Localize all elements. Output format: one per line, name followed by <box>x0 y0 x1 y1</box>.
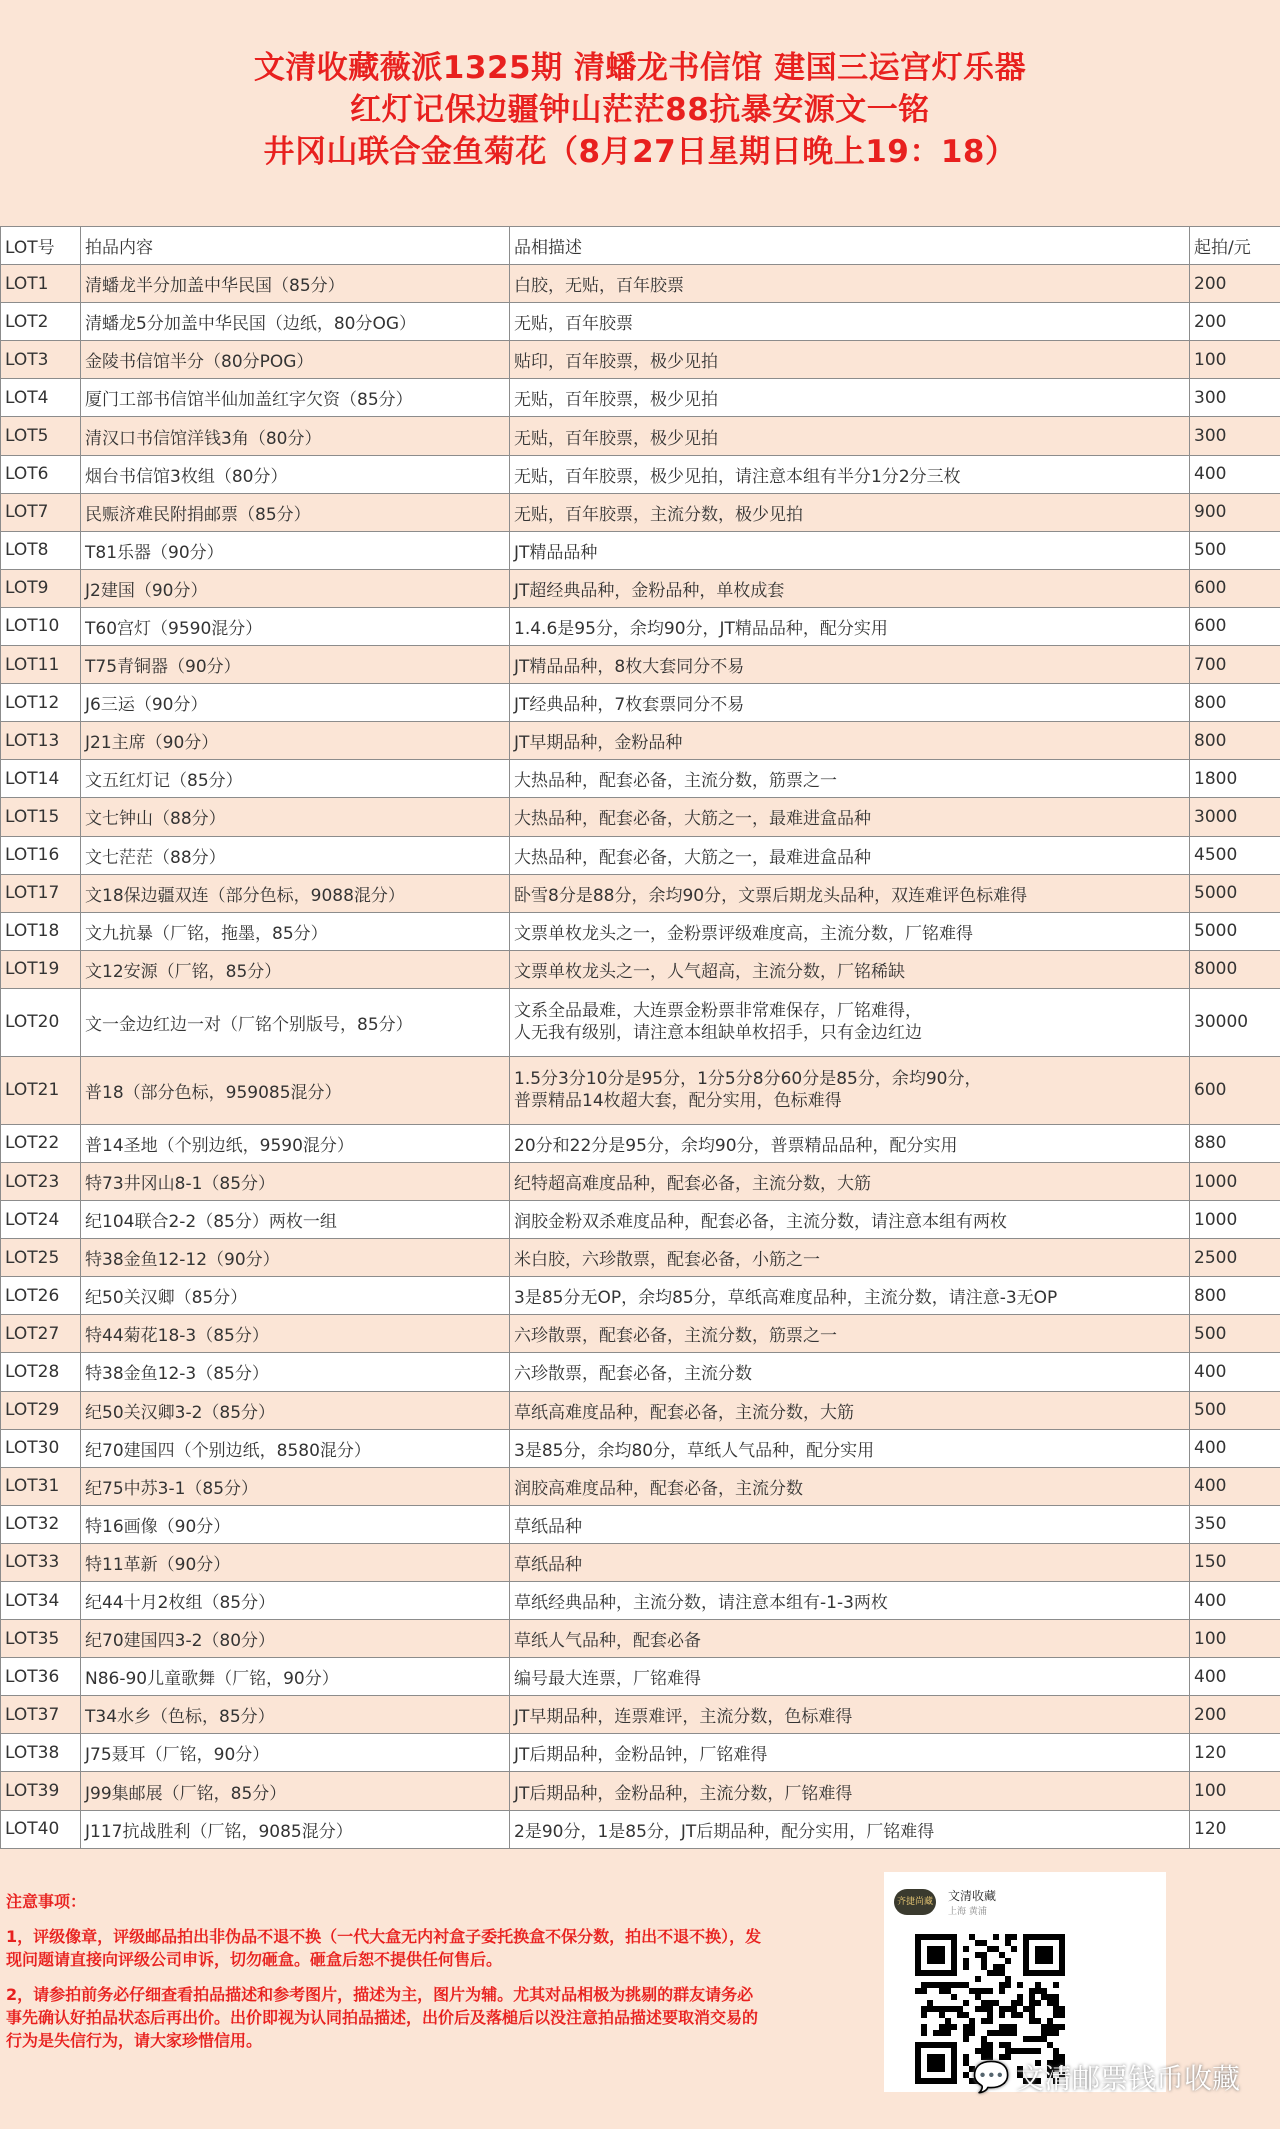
table-row <box>1 988 1280 1056</box>
table-row <box>1 607 1280 645</box>
lot-condition: 润胶金粉双杀难度品种，配套必备，主流分数，请注意本组有两枚 <box>510 1201 1190 1239</box>
table-row <box>1 1772 1280 1810</box>
lot-item: 纪44十月2枚组（85分） <box>81 1582 510 1620</box>
lot-condition: 润胶高难度品种，配套必备，主流分数 <box>510 1467 1190 1505</box>
table-row <box>1 836 1280 874</box>
table-row <box>1 1056 1280 1124</box>
table-row <box>1 1582 1280 1620</box>
lot-start-price: 600 <box>1190 1056 1280 1124</box>
lot-number: LOT16 <box>1 836 81 874</box>
lot-number: LOT39 <box>1 1772 81 1810</box>
lot-condition: JT后期品种，金粉品钟，厂铭难得 <box>510 1734 1190 1772</box>
lot-start-price: 1000 <box>1190 1162 1280 1200</box>
table-row <box>1 684 1280 722</box>
lot-condition: 卧雪8分是88分，余均90分，文票后期龙头品种，双连难评色标难得 <box>510 874 1190 912</box>
lot-item: 文九抗暴（厂铭，拖墨，85分） <box>81 912 510 950</box>
lot-number: LOT26 <box>1 1277 81 1315</box>
lot-start-price: 200 <box>1190 1696 1280 1734</box>
lot-start-price: 100 <box>1190 341 1280 379</box>
lot-item: 文五红灯记（85分） <box>81 760 510 798</box>
table-row <box>1 303 1280 341</box>
lot-start-price: 500 <box>1190 1315 1280 1353</box>
lot-start-price: 8000 <box>1190 950 1280 988</box>
lot-number: LOT27 <box>1 1315 81 1353</box>
account-location: 上海 黄浦 <box>948 1907 987 1917</box>
lot-item: 文12安源（厂铭，85分） <box>81 950 510 988</box>
lot-start-price: 400 <box>1190 1353 1280 1391</box>
lot-start-price: 300 <box>1190 379 1280 417</box>
lot-item: 特73井冈山8-1（85分） <box>81 1162 510 1200</box>
lot-number: LOT19 <box>1 950 81 988</box>
table-row <box>1 722 1280 760</box>
lot-item: J21主席（90分） <box>81 722 510 760</box>
lot-item: J75聂耳（厂铭，90分） <box>81 1734 510 1772</box>
lot-item: 清汉口书信馆洋钱3角（80分） <box>81 417 510 455</box>
lot-condition: 编号最大连票，厂铭难得 <box>510 1658 1190 1696</box>
lot-start-price: 1800 <box>1190 760 1280 798</box>
lot-start-price: 600 <box>1190 569 1280 607</box>
lot-item: 清蟠龙半分加盖中华民国（85分） <box>81 265 510 303</box>
lot-item: 纪70建国四3-2（80分） <box>81 1620 510 1658</box>
lot-table <box>0 226 1280 1849</box>
table-row <box>1 1734 1280 1772</box>
lot-number: LOT29 <box>1 1391 81 1429</box>
lot-number: LOT5 <box>1 417 81 455</box>
lot-number: LOT36 <box>1 1658 81 1696</box>
header-condition: 品相描述 <box>510 227 1190 265</box>
lot-start-price: 700 <box>1190 646 1280 684</box>
lot-item: 文18保边疆双连（部分色标，9088混分） <box>81 874 510 912</box>
lot-number: LOT40 <box>1 1810 81 1848</box>
note-item: 1，评级像章，评级邮品拍出非伪品不退不换（一代大盒无内衬盒子委托换盒不保分数，拍出不退不换），发现问题请直接向评级公司申诉，切勿砸盒。砸盒后恕不提供任何售后。 <box>6 1927 762 1969</box>
lot-item: 文七茫茫（88分） <box>81 836 510 874</box>
lot-condition: 草纸品种 <box>510 1543 1190 1581</box>
lot-condition: 无贴，百年胶票，极少见拍 <box>510 417 1190 455</box>
lot-start-price: 400 <box>1190 1429 1280 1467</box>
lot-condition: 大热品种，配套必备，大筋之一，最难进盒品种 <box>510 798 1190 836</box>
lot-condition: 纪特超高难度品种，配套必备，主流分数，大筋 <box>510 1162 1190 1200</box>
lot-number: LOT23 <box>1 1162 81 1200</box>
lot-item: 金陵书信馆半分（80分POG） <box>81 341 510 379</box>
lot-item: 特11革新（90分） <box>81 1543 510 1581</box>
lot-condition: 文票单枚龙头之一，人气超高，主流分数，厂铭稀缺 <box>510 950 1190 988</box>
lot-condition: 无贴，百年胶票，极少见拍，请注意本组有半分1分2分三枚 <box>510 455 1190 493</box>
lot-condition: JT超经典品种，金粉品种，单枚成套 <box>510 569 1190 607</box>
table-row <box>1 798 1280 836</box>
table-row <box>1 1124 1280 1162</box>
table-row <box>1 1201 1280 1239</box>
lot-item: N86-90儿童歌舞（厂铭，90分） <box>81 1658 510 1696</box>
table-row <box>1 1429 1280 1467</box>
lot-start-price: 600 <box>1190 607 1280 645</box>
watermark-text: 文清邮票钱币收藏 <box>1015 2062 1240 2095</box>
lot-item: J6三运（90分） <box>81 684 510 722</box>
table-row <box>1 569 1280 607</box>
title-line-2: 红灯记保边疆钟山茫茫88抗暴安源文一铭 <box>350 92 930 128</box>
lot-start-price: 120 <box>1190 1810 1280 1848</box>
lot-start-price: 500 <box>1190 1391 1280 1429</box>
lot-condition: 文系全品最难，大连票金粉票非常难保存，厂铭难得， 人无我有级别，请注意本组缺单枚招手，只有金边红边 <box>510 988 1190 1056</box>
lot-condition: 20分和22分是95分，余均90分，普票精品品种，配分实用 <box>510 1124 1190 1162</box>
lot-item: 厦门工部书信馆半仙加盖红字欠资（85分） <box>81 379 510 417</box>
lot-item: J99集邮展（厂铭，85分） <box>81 1772 510 1810</box>
lot-number: LOT2 <box>1 303 81 341</box>
table-row <box>1 1315 1280 1353</box>
lot-start-price: 1000 <box>1190 1201 1280 1239</box>
lot-condition: JT早期品种，连票难评，主流分数，色标难得 <box>510 1696 1190 1734</box>
table-row <box>1 379 1280 417</box>
lot-condition: 无贴，百年胶票 <box>510 303 1190 341</box>
lot-start-price: 200 <box>1190 303 1280 341</box>
lot-item: T81乐器（90分） <box>81 531 510 569</box>
title-line-3: 井冈山联合金鱼菊花（8月27日星期日晚上19：18） <box>263 134 1017 170</box>
lot-condition: 大热品种，配套必备，大筋之一，最难进盒品种 <box>510 836 1190 874</box>
lot-number: LOT33 <box>1 1543 81 1581</box>
table-row <box>1 493 1280 531</box>
lot-start-price: 150 <box>1190 1543 1280 1581</box>
lot-start-price: 400 <box>1190 1467 1280 1505</box>
lot-item: 纪50关汉卿（85分） <box>81 1277 510 1315</box>
table-row <box>1 531 1280 569</box>
lot-item: T34水乡（色标，85分） <box>81 1696 510 1734</box>
lot-item: 文一金边红边一对（厂铭个别版号，85分） <box>81 988 510 1056</box>
lot-number: LOT4 <box>1 379 81 417</box>
lot-condition: 草纸经典品种，主流分数，请注意本组有-1-3两枚 <box>510 1582 1190 1620</box>
watermark <box>973 2057 1240 2097</box>
lot-condition: 六珍散票，配套必备，主流分数，筋票之一 <box>510 1315 1190 1353</box>
table-row <box>1 760 1280 798</box>
lot-number: LOT22 <box>1 1124 81 1162</box>
table-row <box>1 1696 1280 1734</box>
lot-number: LOT10 <box>1 607 81 645</box>
lot-number: LOT3 <box>1 341 81 379</box>
lot-number: LOT12 <box>1 684 81 722</box>
lot-item: 纪70建国四（个别边纸，8580混分） <box>81 1429 510 1467</box>
lot-item: 民赈济难民附捐邮票（85分） <box>81 493 510 531</box>
lot-number: LOT17 <box>1 874 81 912</box>
lot-number: LOT30 <box>1 1429 81 1467</box>
lot-start-price: 500 <box>1190 531 1280 569</box>
lot-number: LOT37 <box>1 1696 81 1734</box>
lot-number: LOT14 <box>1 760 81 798</box>
lot-start-price: 100 <box>1190 1772 1280 1810</box>
lot-item: J2建国（90分） <box>81 569 510 607</box>
lot-item: 烟台书信馆3枚组（80分） <box>81 455 510 493</box>
lot-condition: JT精品品种，8枚大套同分不易 <box>510 646 1190 684</box>
lot-condition: 大热品种，配套必备，主流分数，筋票之一 <box>510 760 1190 798</box>
lot-number: LOT32 <box>1 1505 81 1543</box>
notes-heading: 注意事项： <box>6 1892 87 1911</box>
table-row <box>1 1391 1280 1429</box>
lot-condition: 2是90分，1是85分，JT后期品种，配分实用，厂铭难得 <box>510 1810 1190 1848</box>
table-row <box>1 1658 1280 1696</box>
lot-condition: 六珍散票，配套必备，主流分数 <box>510 1353 1190 1391</box>
lot-start-price: 400 <box>1190 1658 1280 1696</box>
lot-number: LOT18 <box>1 912 81 950</box>
lot-item: 普14圣地（个别边纸，9590混分） <box>81 1124 510 1162</box>
lot-item: J117抗战胜利（厂铭，9085混分） <box>81 1810 510 1848</box>
lot-number: LOT35 <box>1 1620 81 1658</box>
lot-number: LOT13 <box>1 722 81 760</box>
lot-condition: 贴印，百年胶票，极少见拍 <box>510 341 1190 379</box>
lot-number: LOT25 <box>1 1239 81 1277</box>
lot-start-price: 200 <box>1190 265 1280 303</box>
lot-number: LOT9 <box>1 569 81 607</box>
page-header <box>0 0 1280 220</box>
table-row <box>1 874 1280 912</box>
lot-start-price: 880 <box>1190 1124 1280 1162</box>
lot-item: T60宫灯（9590混分） <box>81 607 510 645</box>
table-row <box>1 341 1280 379</box>
lot-number: LOT20 <box>1 988 81 1056</box>
lot-condition: 1.4.6是95分，余均90分，JT精品品种，配分实用 <box>510 607 1190 645</box>
lot-start-price: 30000 <box>1190 988 1280 1056</box>
table-row <box>1 1353 1280 1391</box>
table-row <box>1 417 1280 455</box>
lot-item: 文七钟山（88分） <box>81 798 510 836</box>
lot-start-price: 300 <box>1190 417 1280 455</box>
lot-condition: 1.5分3分10分是95分，1分5分8分60分是85分，余均90分， 普票精品14枚超大套，配分实用，色标难得 <box>510 1056 1190 1124</box>
note-item: 2，请参拍前务必仔细查看拍品描述和参考图片，描述为主，图片为辅。尤其对品相极为挑剔的群友请务必事先确认好拍品状态后再出价。出价即视为认同拍品描述，出价后及落槌后以没注意拍品描述要取消交易的行为是失信行为，请大家珍惜信用。 <box>6 1985 759 2050</box>
lot-item: 特16画像（90分） <box>81 1505 510 1543</box>
lot-start-price: 400 <box>1190 1582 1280 1620</box>
table-row <box>1 1543 1280 1581</box>
lot-condition: 3是85分无OP，余均85分，草纸高难度品种，主流分数，请注意-3无OP <box>510 1277 1190 1315</box>
lot-condition: 文票单枚龙头之一，金粉票评级难度高，主流分数，厂铭难得 <box>510 912 1190 950</box>
table-row <box>1 646 1280 684</box>
lot-item: 纪75中苏3-1（85分） <box>81 1467 510 1505</box>
header-item: 拍品内容 <box>81 227 510 265</box>
lot-item: 特44菊花18-3（85分） <box>81 1315 510 1353</box>
table-row <box>1 950 1280 988</box>
lot-number: LOT15 <box>1 798 81 836</box>
lot-condition: 草纸高难度品种，配套必备，主流分数，大筋 <box>510 1391 1190 1429</box>
lot-item: 纪50关汉卿3-2（85分） <box>81 1391 510 1429</box>
table-row <box>1 455 1280 493</box>
lot-condition: JT精品品种 <box>510 531 1190 569</box>
header-lot: LOT号 <box>1 227 81 265</box>
table-row <box>1 1505 1280 1543</box>
lot-number: LOT31 <box>1 1467 81 1505</box>
lot-condition: 米白胶，六珍散票，配套必备，小筋之一 <box>510 1239 1190 1277</box>
table-row <box>1 265 1280 303</box>
lot-item: 清蟠龙5分加盖中华民国（边纸，80分OG） <box>81 303 510 341</box>
table-row <box>1 1162 1280 1200</box>
table-row <box>1 1810 1280 1848</box>
lot-condition: 无贴，百年胶票，主流分数，极少见拍 <box>510 493 1190 531</box>
notes-section <box>6 1890 766 2064</box>
lot-condition: JT经典品种，7枚套票同分不易 <box>510 684 1190 722</box>
lot-start-price: 900 <box>1190 493 1280 531</box>
lot-start-price: 120 <box>1190 1734 1280 1772</box>
lot-start-price: 5000 <box>1190 874 1280 912</box>
lot-start-price: 400 <box>1190 455 1280 493</box>
brand-logo: 齐捷尚藏 <box>894 1889 936 1915</box>
lot-number: LOT34 <box>1 1582 81 1620</box>
lot-start-price: 2500 <box>1190 1239 1280 1277</box>
lot-condition: 白胶，无贴，百年胶票 <box>510 265 1190 303</box>
lot-number: LOT11 <box>1 646 81 684</box>
lot-condition: 无贴，百年胶票，极少见拍 <box>510 379 1190 417</box>
table-row <box>1 1620 1280 1658</box>
lot-condition: 草纸品种 <box>510 1505 1190 1543</box>
header-start-price: 起拍/元 <box>1190 227 1280 265</box>
table-row <box>1 1467 1280 1505</box>
lot-start-price: 3000 <box>1190 798 1280 836</box>
lot-start-price: 800 <box>1190 1277 1280 1315</box>
lot-number: LOT7 <box>1 493 81 531</box>
lot-number: LOT21 <box>1 1056 81 1124</box>
title-line-1: 文清收藏薇派1325期 清蟠龙书信馆 建国三运宫灯乐器 <box>253 50 1027 86</box>
lot-start-price: 350 <box>1190 1505 1280 1543</box>
lot-number: LOT1 <box>1 265 81 303</box>
lot-number: LOT38 <box>1 1734 81 1772</box>
lot-item: 特38金鱼12-3（85分） <box>81 1353 510 1391</box>
wechat-icon: 💬 <box>972 2059 1010 2095</box>
account-name: 文清收藏 <box>948 1889 997 1903</box>
lot-item: 特38金鱼12-12（90分） <box>81 1239 510 1277</box>
lot-number: LOT8 <box>1 531 81 569</box>
lot-start-price: 100 <box>1190 1620 1280 1658</box>
lot-condition: 3是85分，余均80分，草纸人气品种，配分实用 <box>510 1429 1190 1467</box>
lot-number: LOT28 <box>1 1353 81 1391</box>
table-row <box>1 1277 1280 1315</box>
lot-item: 纪104联合2-2（85分）两枚一组 <box>81 1201 510 1239</box>
lot-condition: JT后期品种，金粉品种，主流分数，厂铭难得 <box>510 1772 1190 1810</box>
lot-condition: JT早期品种，金粉品种 <box>510 722 1190 760</box>
lot-item: T75青铜器（90分） <box>81 646 510 684</box>
table-row <box>1 1239 1280 1277</box>
lot-item: 普18（部分色标，959085混分） <box>81 1056 510 1124</box>
lot-start-price: 5000 <box>1190 912 1280 950</box>
table-header-row <box>1 227 1280 265</box>
lot-start-price: 800 <box>1190 684 1280 722</box>
lot-condition: 草纸人气品种，配套必备 <box>510 1620 1190 1658</box>
lot-start-price: 800 <box>1190 722 1280 760</box>
lot-number: LOT24 <box>1 1201 81 1239</box>
lot-number: LOT6 <box>1 455 81 493</box>
lot-start-price: 4500 <box>1190 836 1280 874</box>
table-row <box>1 912 1280 950</box>
